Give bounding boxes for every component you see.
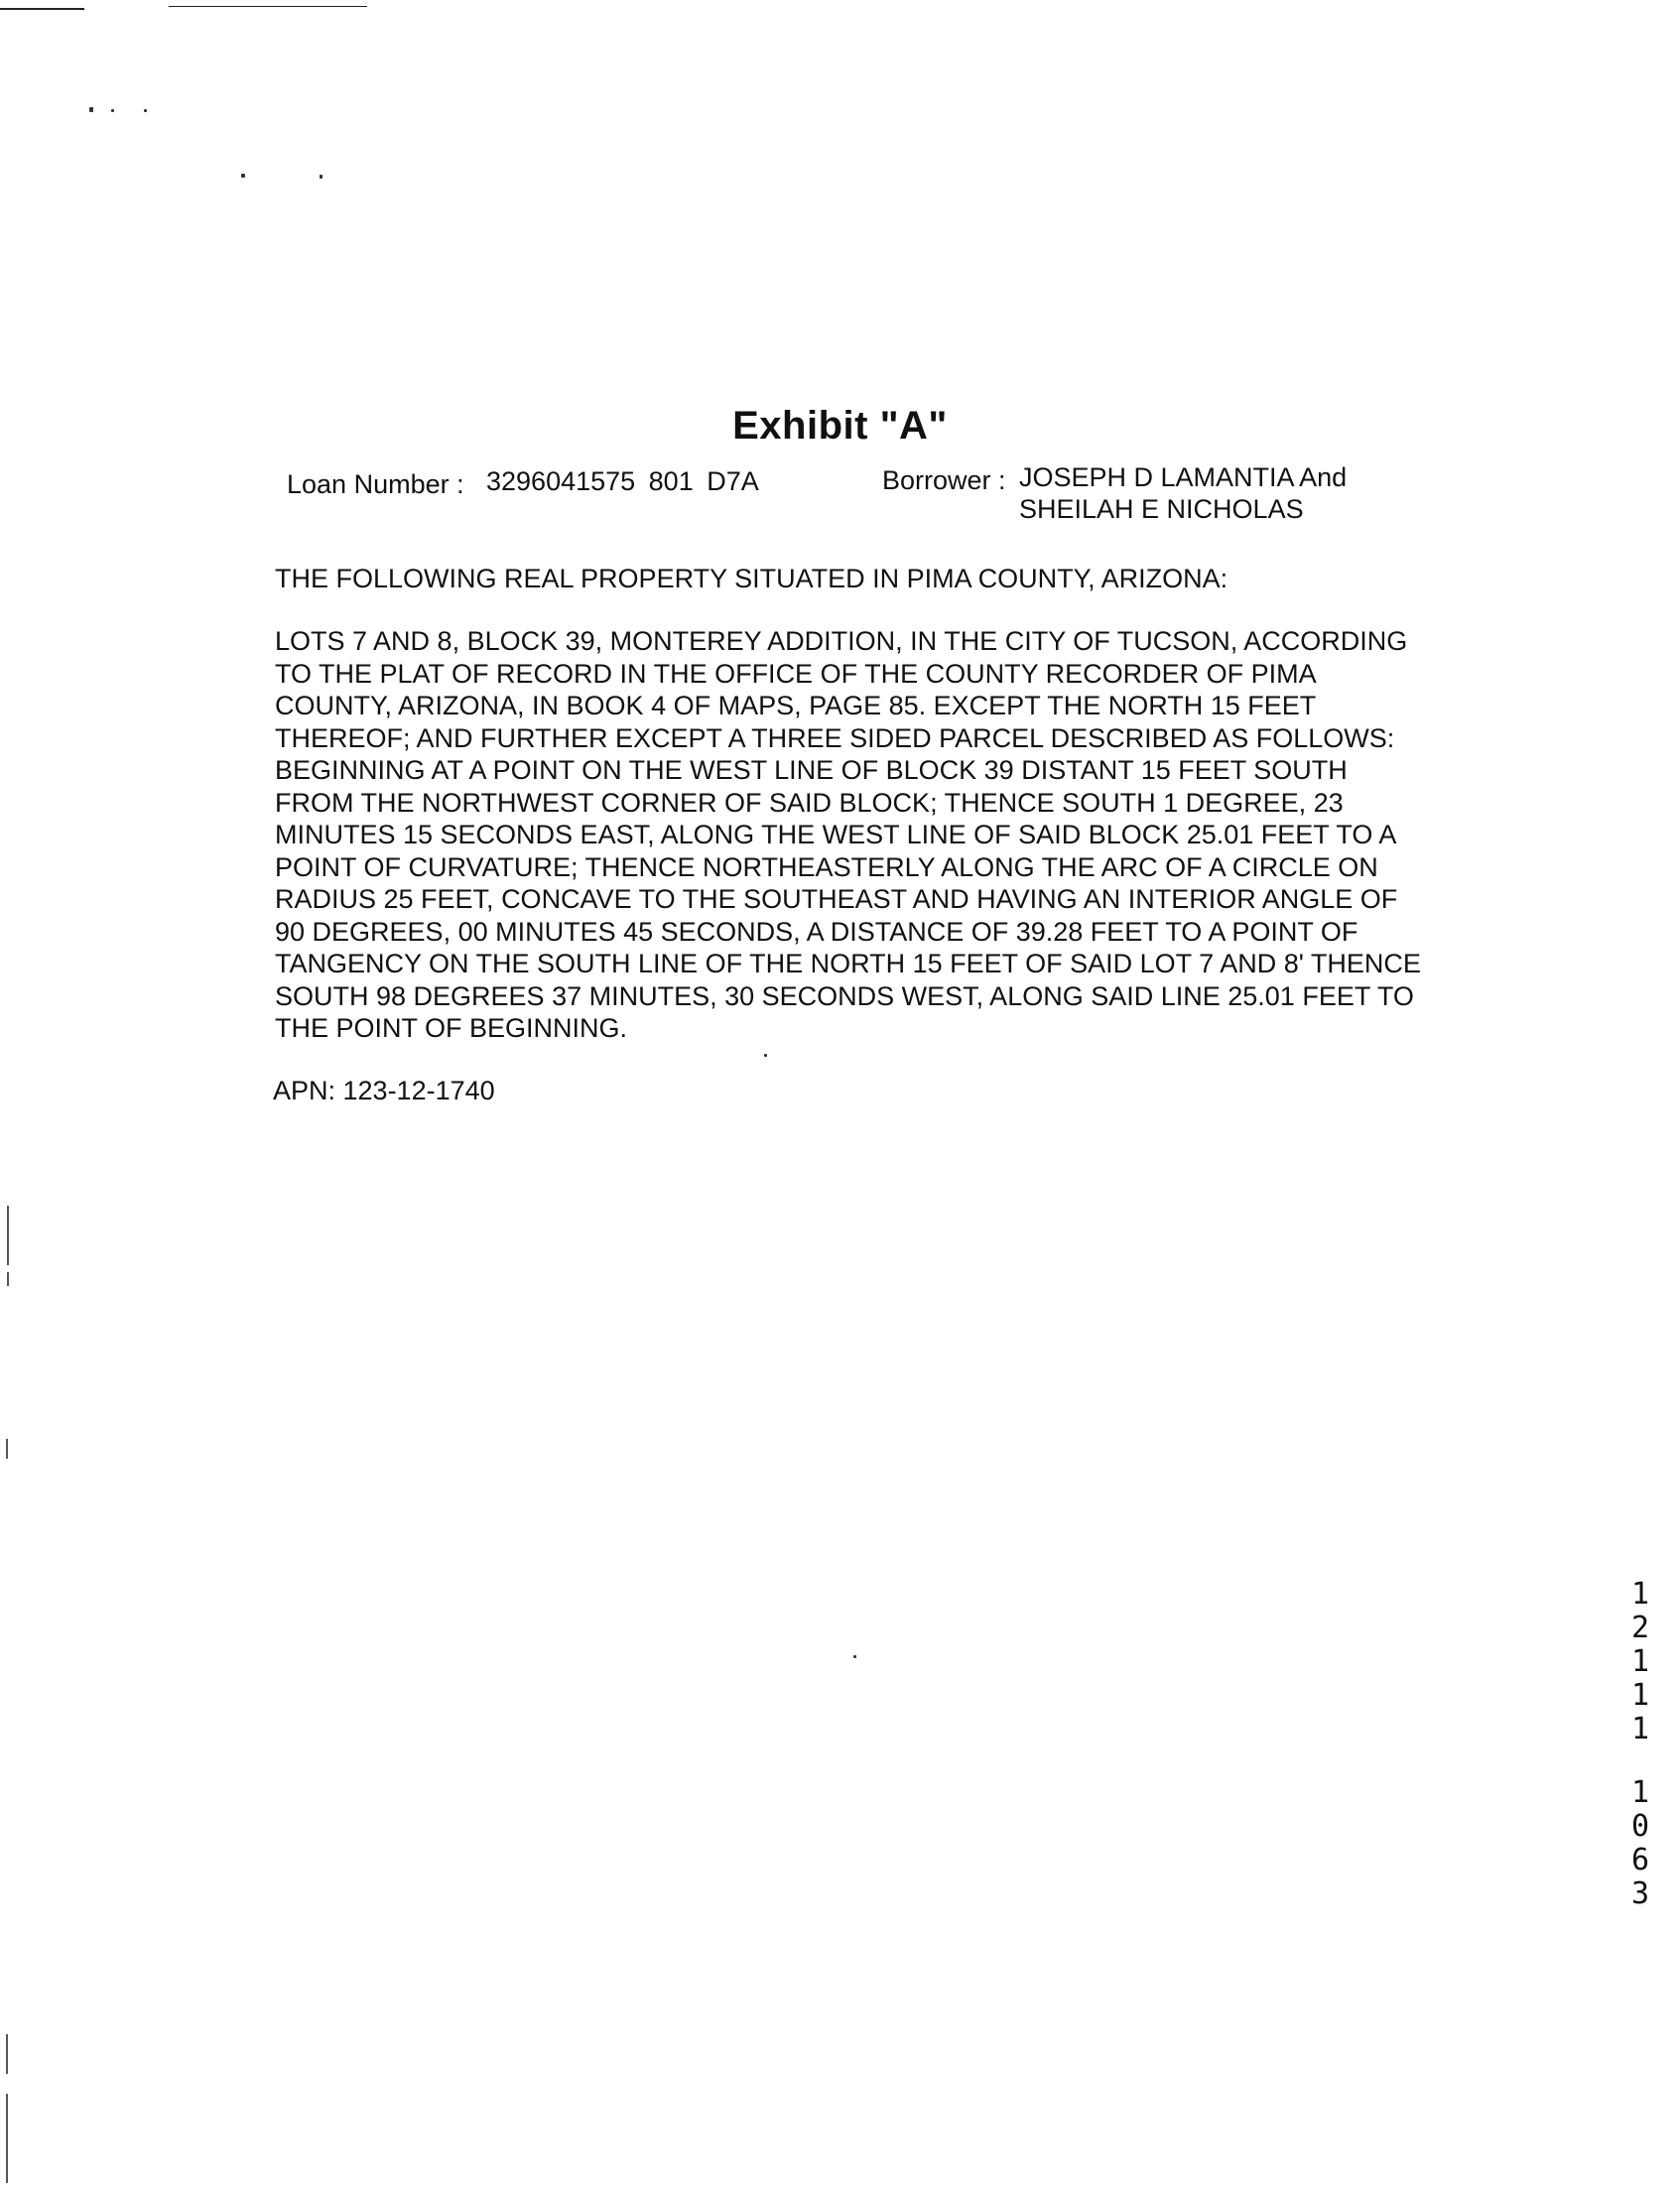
scan-speck: [853, 1655, 856, 1658]
stamp-digit: 1: [1630, 1775, 1650, 1810]
stamp-digit: 1: [1630, 1712, 1650, 1746]
apn-number: APN: 123-12-1740: [273, 1076, 495, 1105]
exhibit-title: Exhibit "A": [732, 403, 948, 448]
borrower-name-line-2: SHEILAH E NICHOLAS: [1019, 494, 1304, 524]
legal-description-line: RADIUS 25 FEET, CONCAVE TO THE SOUTHEAST AND HAVING AN INTERIOR ANGLE OF: [275, 884, 1398, 914]
stamp-digit: 1: [1630, 1577, 1650, 1612]
recording-stamp-lower: [1627, 1776, 1653, 1911]
legal-description-line: POINT OF CURVATURE; THENCE NORTHEASTERLY ALONG THE ARC OF A CIRCLE ON: [275, 851, 1378, 882]
scan-margin-mark: [6, 1439, 8, 1459]
legal-description-line: THE POINT OF BEGINNING.: [275, 1013, 628, 1043]
legal-description-line: TO THE PLAT OF RECORD IN THE OFFICE OF THE COUNTY RECORDER OF PIMA: [275, 658, 1317, 689]
legal-description-line: BEGINNING AT A POINT ON THE WEST LINE OF BLOCK 39 DISTANT 15 FEET SOUTH: [275, 755, 1348, 785]
scan-speck: [111, 109, 114, 112]
legal-description-line: COUNTY, ARIZONA, IN BOOK 4 OF MAPS, PAGE 85. EXCEPT THE NORTH 15 FEET: [275, 691, 1317, 720]
stamp-digit: 3: [1630, 1876, 1650, 1911]
scan-speck: [89, 107, 93, 112]
property-intro: THE FOLLOWING REAL PROPERTY SITUATED IN PIMA COUNTY, ARIZONA:: [275, 564, 1228, 593]
stamp-digit: 6: [1630, 1843, 1650, 1877]
stamp-digit: 2: [1630, 1611, 1650, 1645]
legal-description-line: MINUTES 15 SECONDS EAST, ALONG THE WEST LINE OF SAID BLOCK 25.01 FEET TO A: [275, 820, 1397, 849]
legal-description-line: TANGENCY ON THE SOUTH LINE OF THE NORTH 15 FEET OF SAID LOT 7 AND 8' THENCE: [275, 949, 1421, 978]
recording-stamp-upper: [1627, 1578, 1653, 1746]
scan-speck: [241, 174, 245, 178]
stamp-digit: 1: [1630, 1644, 1650, 1679]
legal-description-line: THEREOF; AND FURTHER EXCEPT A THREE SIDED PARCEL DESCRIBED AS FOLLOWS:: [275, 722, 1395, 753]
stamp-digit: 0: [1630, 1809, 1650, 1844]
scan-margin-mark: [7, 1272, 9, 1286]
scan-speck: [144, 109, 147, 112]
legal-description: [275, 625, 1466, 1045]
scan-line-top-center: [169, 6, 367, 7]
scan-margin-mark: [6, 2034, 8, 2074]
legal-description-line: LOTS 7 AND 8, BLOCK 39, MONTEREY ADDITION, IN THE CITY OF TUCSON, ACCORDING: [275, 626, 1408, 656]
borrower-name-line-1: JOSEPH D LAMANTIA And: [1019, 462, 1348, 492]
legal-description-line: FROM THE NORTHWEST CORNER OF SAID BLOCK; THENCE SOUTH 1 DEGREE, 23: [275, 787, 1344, 818]
borrower-label: Borrower :: [882, 465, 1006, 495]
scan-speck: [764, 1054, 767, 1057]
scan-speck: [320, 175, 323, 179]
loan-number-label: Loan Number :: [287, 469, 464, 499]
scan-margin-mark: [7, 1206, 9, 1265]
legal-description-line: 90 DEGREES, 00 MINUTES 45 SECONDS, A DISTANCE OF 39.28 FEET TO A POINT OF: [275, 916, 1358, 947]
loan-number-value: 3296041575 801 D7A: [486, 466, 759, 496]
legal-description-line: SOUTH 98 DEGREES 37 MINUTES, 30 SECONDS WEST, ALONG SAID LINE 25.01 FEET TO: [275, 980, 1414, 1011]
scan-margin-mark: [6, 2094, 8, 2183]
stamp-digit: 1: [1630, 1678, 1650, 1713]
scan-line-top-left: [0, 8, 84, 10]
